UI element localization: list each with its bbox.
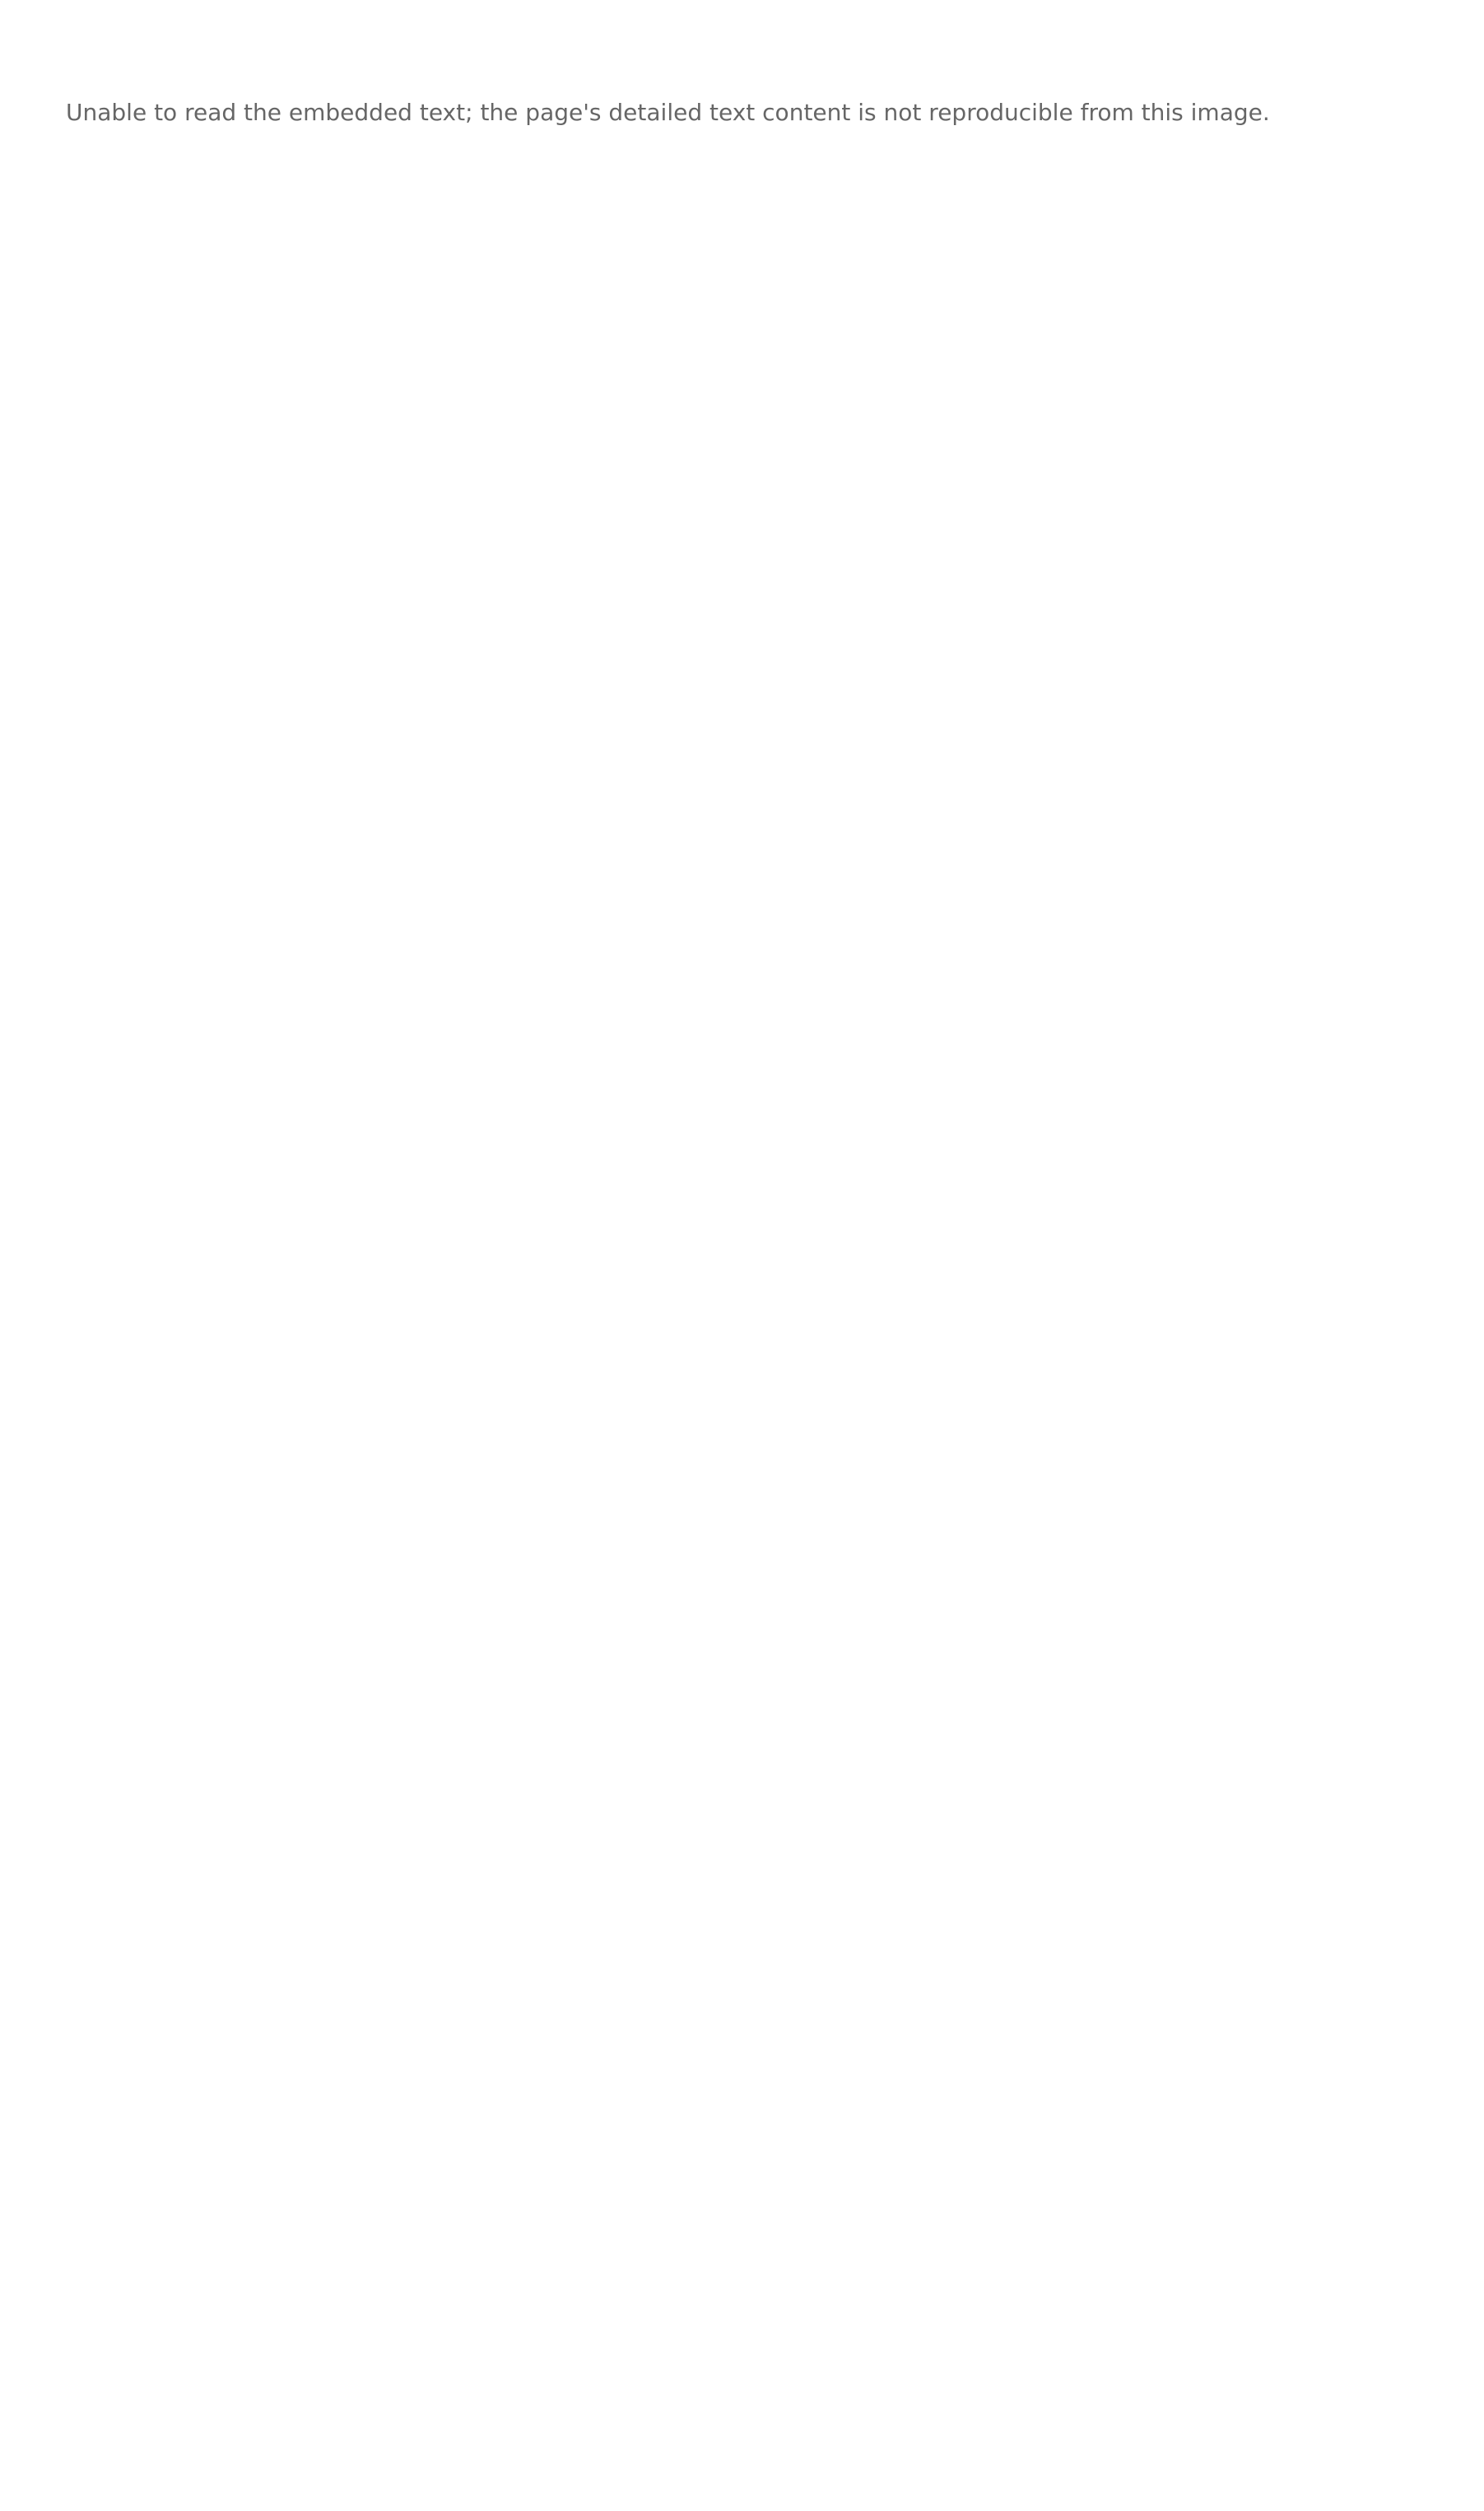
notice-text: Unable to read the embedded text; the page's detailed text content is not reproducible from this image. <box>66 99 1270 126</box>
